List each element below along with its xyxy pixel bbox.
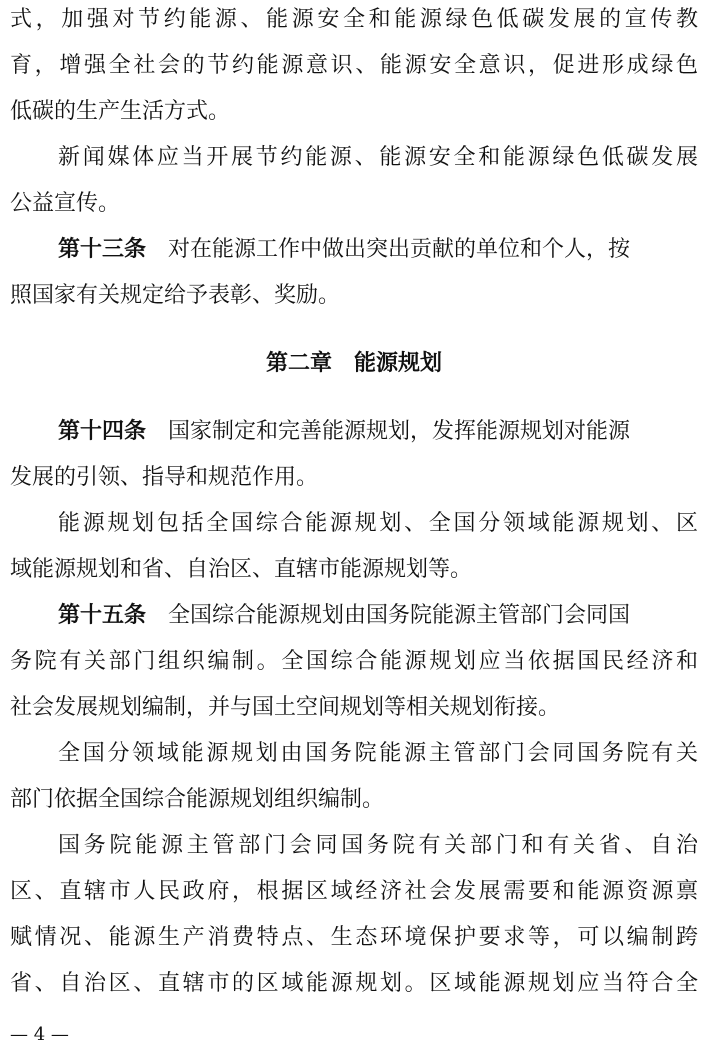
chapter-heading: 第二章 能源规划 [265, 351, 442, 376]
text-line: 省、自治区、直辖市的区域能源规划。区域能源规划应当符合全 [10, 971, 698, 996]
text-line: 公益宣传。 [10, 191, 121, 216]
text-line: 部门依据全国综合能源规划组织编制。 [10, 787, 385, 812]
text-line: 社会发展规划编制，并与国土空间规划等相关规划衔接。 [10, 695, 561, 720]
text-line: 能源规划包括全国综合能源规划、全国分领域能源规划、区 [58, 511, 698, 536]
article-13-title: 第十三条 [58, 237, 147, 262]
page-number: — 4 — [10, 1024, 69, 1045]
article-14-title: 第十四条 [58, 419, 147, 444]
article-13-line [58, 230, 698, 270]
text-line: 务院有关部门组织编制。全国综合能源规划应当依据国民经济和 [10, 649, 698, 674]
text-line: 新闻媒体应当开展节约能源、能源安全和能源绿色低碳发展 [58, 145, 698, 170]
text-line: 照国家有关规定给予表彰、奖励。 [10, 283, 341, 308]
text-line: 全国综合能源规划由国务院能源主管部门会同国 [168, 603, 631, 628]
text-line: 对在能源工作中做出突出贡献的单位和个人，按 [168, 237, 631, 262]
text-line: 国务院能源主管部门会同国务院有关部门和有关省、自治 [58, 833, 698, 858]
text-line: 式，加强对节约能源、能源安全和能源绿色低碳发展的宣传教 [10, 7, 698, 32]
text-line: 育，增强全社会的节约能源意识、能源安全意识，促进形成绿色 [10, 53, 698, 78]
text-line: 全国分领域能源规划由国务院能源主管部门会同国务院有关 [58, 741, 698, 766]
article-15-line [58, 596, 698, 636]
article-14-line [58, 412, 698, 452]
text-line: 国家制定和完善能源规划，发挥能源规划对能源 [168, 419, 631, 444]
text-line: 发展的引领、指导和规范作用。 [10, 465, 319, 490]
article-15-title: 第十五条 [58, 603, 147, 628]
text-line: 域能源规划和省、自治区、直辖市能源规划等。 [10, 557, 473, 582]
text-line: 低碳的生产生活方式。 [10, 99, 231, 124]
text-line: 区、直辖市人民政府，根据区域经济社会发展需要和能源资源禀 [10, 879, 698, 904]
text-line: 赋情况、能源生产消费特点、生态环境保护要求等，可以编制跨 [10, 925, 698, 950]
